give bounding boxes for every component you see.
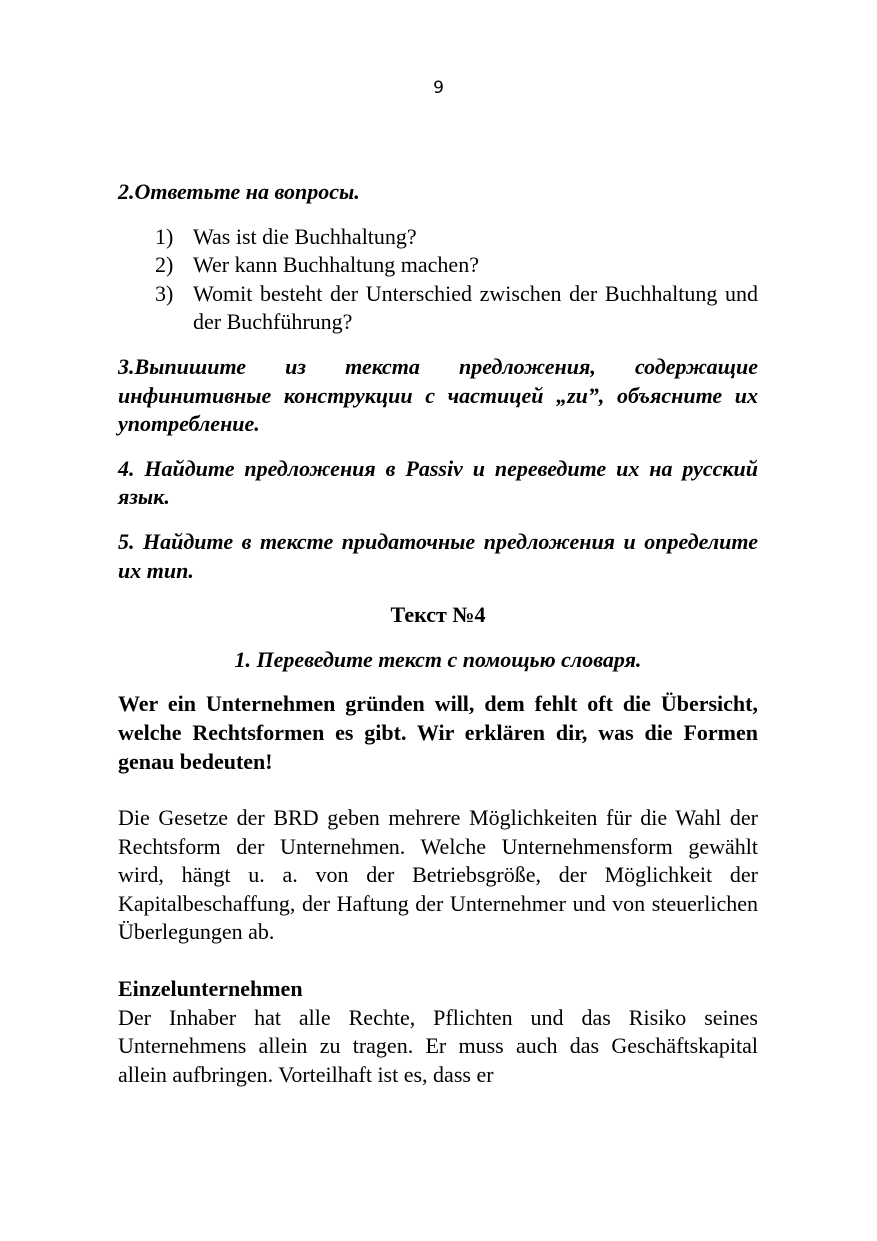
section-heading: Einzelunternehmen [118, 976, 303, 1002]
body-paragraph: Die Gesetze der BRD geben mehrere Möglichkeiten für die Wahl der Rechtsform der Unternehmen. Welche Unternehmensform gewählt wird, hängt u. a. von der Betriebsgröße, der Möglichkeit der Kapitalbeschaffung, der Haftung der Unternehmer und von steuerlichen Überlegungen ab. [118, 805, 758, 945]
translation-instruction: 1. Переведите текст с помощью словаря. [234, 646, 642, 672]
question-number: 1) [155, 223, 174, 249]
question-text: Was ist die Buchhaltung? [193, 223, 417, 249]
question-list [118, 223, 758, 337]
question-number: 3) [155, 280, 174, 306]
page-number: 9 [433, 78, 444, 98]
task5-text: 5. Найдите в тексте придаточные предложения и определите их тип. [118, 528, 758, 583]
question-item [118, 251, 758, 280]
task3-text: 3.Выпишите из текста предложения, содержащие инфинитивные конструкции с частицей „zu”, объясните их употребление. [118, 353, 758, 437]
question-text: Womit besteht der Unterschied zwischen der Buchhaltung und der Buchführung? [193, 280, 758, 335]
task2-heading: 2.Ответьте на вопросы. [118, 179, 360, 204]
question-item [118, 223, 758, 252]
question-item [118, 280, 758, 337]
page-content [118, 178, 758, 1089]
text-title: Текст №4 [390, 602, 486, 628]
question-number: 2) [155, 252, 174, 278]
task4-text: 4. Найдите предложения в Passiv и переведите их на русский язык. [118, 455, 758, 510]
section-text: Der Inhaber hat alle Rechte, Pflichten und das Risiko seines Unternehmens allein zu tragen. Er muss auch das Geschäftskapital allein aufbringen. Vorteilhaft ist es, dass er [118, 1004, 758, 1087]
question-text: Wer kann Buchhaltung machen? [193, 252, 479, 278]
lead-paragraph: Wer ein Unternehmen gründen will, dem fehlt oft die Übersicht, welche Rechtsformen es gibt. Wir erklären dir, was die Formen genau bedeuten! [118, 691, 758, 774]
